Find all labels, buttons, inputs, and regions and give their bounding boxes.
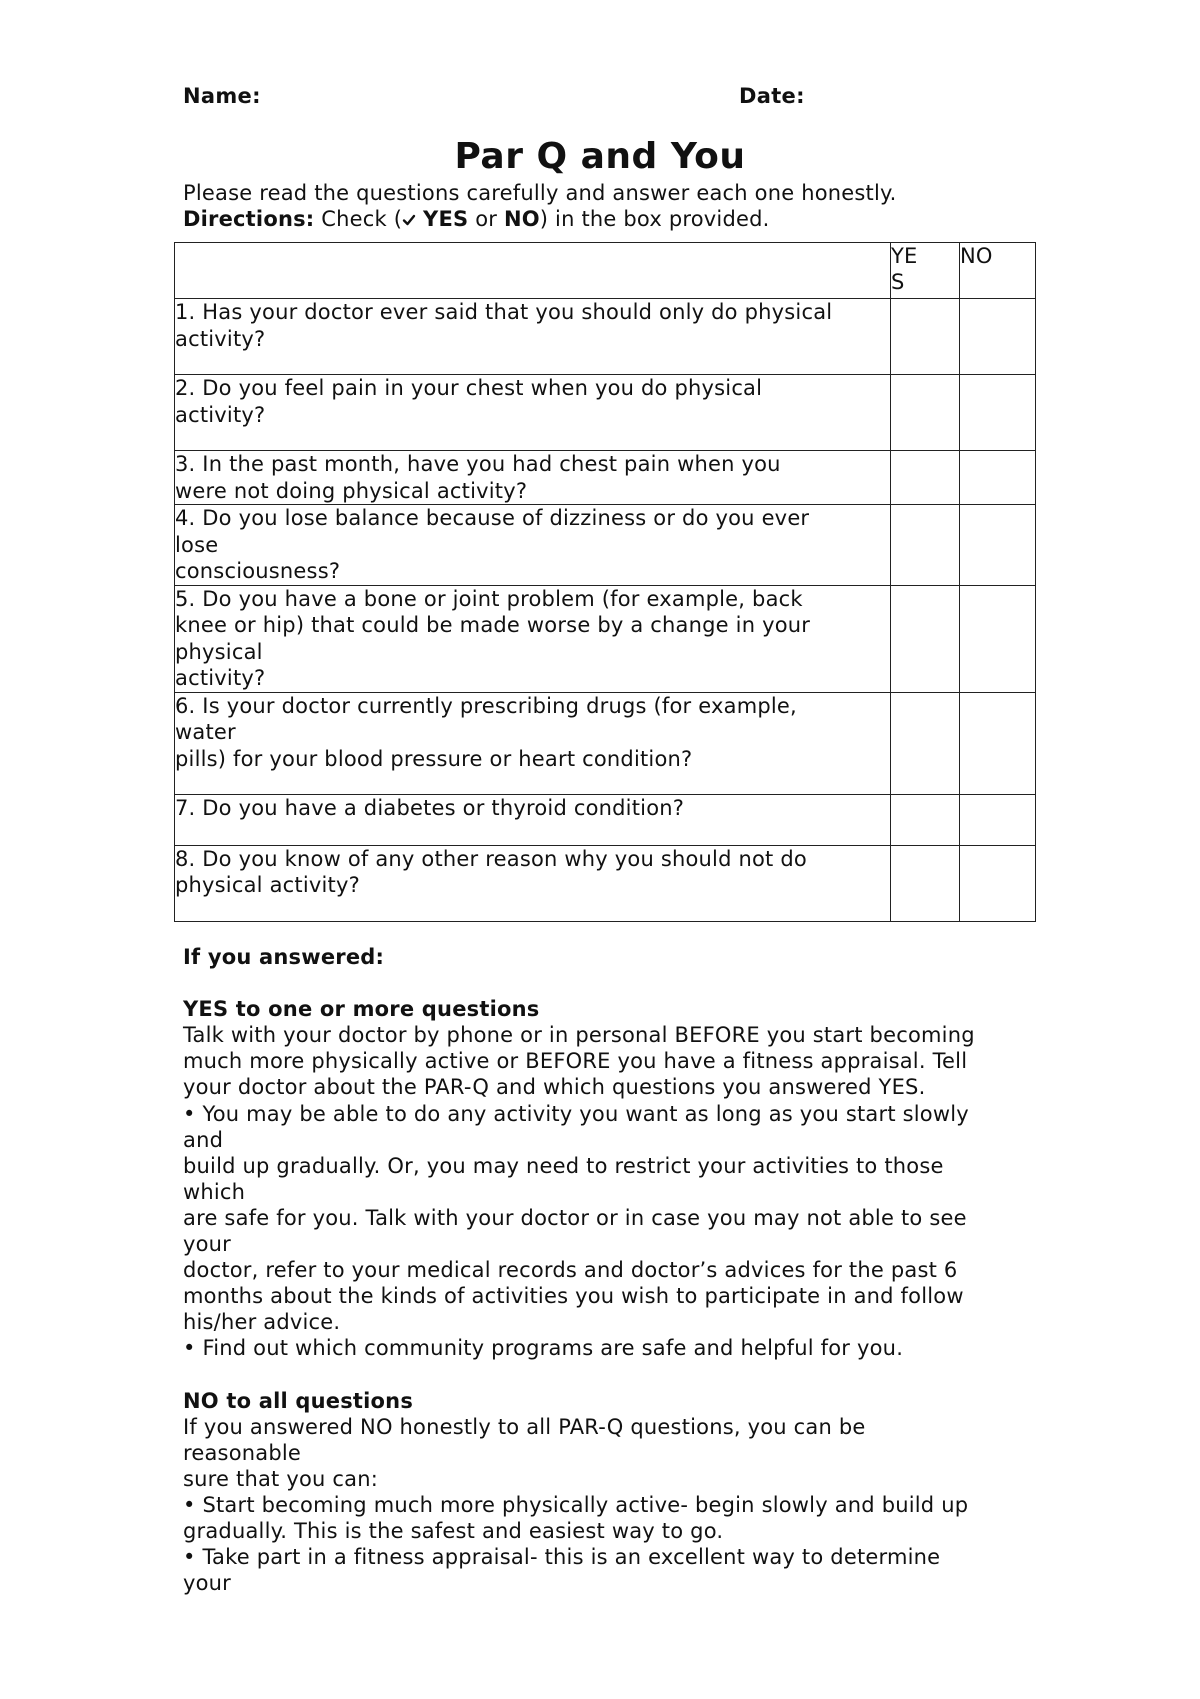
directions-pre: Check ( bbox=[314, 207, 403, 231]
yes-checkbox-cell[interactable] bbox=[891, 794, 960, 845]
question-line: physical bbox=[175, 639, 263, 664]
question-line: 4. Do you lose balance because of dizziness or do you ever bbox=[175, 506, 810, 530]
question-line: 3. In the past month, have you had chest pain when you bbox=[175, 452, 781, 476]
questionnaire-table bbox=[174, 242, 1036, 922]
question-text bbox=[175, 505, 891, 586]
table-row bbox=[175, 451, 1036, 505]
table-row bbox=[175, 794, 1036, 845]
directions-post: ) in the box provided. bbox=[539, 207, 770, 231]
question-line: lose bbox=[175, 532, 219, 557]
no-checkbox-cell[interactable] bbox=[960, 692, 1036, 794]
table-header-row bbox=[175, 243, 1036, 299]
question-text bbox=[175, 299, 891, 375]
yes-checkbox-cell[interactable] bbox=[891, 692, 960, 794]
guidance-line: • Find out which community programs are safe and helpful for you. bbox=[183, 1336, 904, 1361]
guidance-line: gradually. This is the safest and easiest way to go. bbox=[183, 1519, 724, 1544]
no-checkbox-cell[interactable] bbox=[960, 505, 1036, 586]
header-yes-line: YE bbox=[891, 244, 918, 268]
question-line: consciousness? bbox=[175, 559, 341, 583]
question-line: 1. Has your doctor ever said that you should only do physical bbox=[175, 300, 833, 324]
question-line: activity? bbox=[175, 402, 266, 427]
question-line: 6. Is your doctor currently prescribing drugs (for example, bbox=[175, 693, 797, 718]
directions-or: or bbox=[468, 207, 504, 231]
no-checkbox-cell[interactable] bbox=[960, 299, 1036, 375]
guidance-line: months about the kinds of activities you wish to participate in and follow bbox=[183, 1284, 964, 1309]
guidance-line: • Start becoming much more physically active- begin slowly and build up bbox=[183, 1492, 969, 1517]
question-line: 2. Do you feel pain in your chest when you do physical bbox=[175, 376, 763, 400]
header-question-cell bbox=[175, 243, 891, 299]
guidance-line: build up gradually. Or, you may need to restrict your activities to those bbox=[183, 1153, 944, 1178]
header-no: NO bbox=[960, 243, 1036, 299]
header-yes bbox=[891, 243, 960, 299]
table-row bbox=[175, 585, 1036, 692]
date-label: Date: bbox=[739, 84, 805, 108]
question-line: activity? bbox=[175, 666, 266, 690]
outcome-heading: If you answered: bbox=[183, 945, 385, 969]
guidance-line: • You may be able to do any activity you want as long as you start slowly bbox=[183, 1101, 969, 1126]
question-text bbox=[175, 692, 891, 794]
question-text bbox=[175, 794, 891, 845]
guidance-line: and bbox=[183, 1127, 224, 1152]
question-line: 5. Do you have a bone or joint problem (for example, back bbox=[175, 586, 803, 611]
guidance-line: your doctor about the PAR-Q and which questions you answered YES. bbox=[183, 1075, 926, 1100]
guidance-line: doctor, refer to your medical records and doctor’s advices for the past 6 bbox=[183, 1258, 958, 1283]
table-row bbox=[175, 505, 1036, 586]
directions-text bbox=[183, 206, 897, 232]
table-row bbox=[175, 845, 1036, 921]
question-line: water bbox=[175, 720, 236, 744]
name-label: Name: bbox=[183, 84, 261, 108]
header-yes-line: S bbox=[891, 270, 905, 294]
directions-no: NO bbox=[503, 207, 540, 231]
table-row bbox=[175, 375, 1036, 451]
question-line: activity? bbox=[175, 326, 266, 351]
outcome-section bbox=[183, 944, 1063, 1596]
no-checkbox-cell[interactable] bbox=[960, 375, 1036, 451]
question-line: pills) for your blood pressure or heart condition? bbox=[175, 746, 693, 771]
yes-checkbox-cell[interactable] bbox=[891, 451, 960, 505]
guidance-line: are safe for you. Talk with your doctor or in case you may not able to see bbox=[183, 1205, 967, 1230]
question-line: knee or hip) that could be made worse by a change in your bbox=[175, 613, 811, 637]
question-line: were not doing physical activity? bbox=[175, 478, 528, 503]
directions-yes: YES bbox=[423, 207, 469, 231]
question-text bbox=[175, 451, 891, 505]
yes-checkbox-cell[interactable] bbox=[891, 375, 960, 451]
no-guidance bbox=[183, 1414, 1063, 1597]
question-line: 8. Do you know of any other reason why you should not do bbox=[175, 846, 807, 871]
table-row bbox=[175, 299, 1036, 375]
table-row bbox=[175, 692, 1036, 794]
question-line: 7. Do you have a diabetes or thyroid condition? bbox=[175, 795, 685, 820]
no-checkbox-cell[interactable] bbox=[960, 451, 1036, 505]
checkmark-icon bbox=[402, 213, 416, 227]
question-line: physical activity? bbox=[175, 873, 360, 897]
instruction-text: Please read the questions carefully and answer each one honestly. bbox=[183, 181, 897, 205]
guidance-line: sure that you can: bbox=[183, 1466, 378, 1491]
guidance-line: reasonable bbox=[183, 1440, 302, 1465]
no-checkbox-cell[interactable] bbox=[960, 794, 1036, 845]
question-text bbox=[175, 585, 891, 692]
guidance-line: which bbox=[183, 1179, 246, 1204]
yes-heading: YES to one or more questions bbox=[183, 997, 540, 1022]
no-checkbox-cell[interactable] bbox=[960, 845, 1036, 921]
yes-guidance bbox=[183, 1022, 1063, 1361]
directions-label: Directions: bbox=[183, 207, 315, 231]
yes-checkbox-cell[interactable] bbox=[891, 585, 960, 692]
no-checkbox-cell[interactable] bbox=[960, 585, 1036, 692]
guidance-line: your bbox=[183, 1571, 232, 1596]
guidance-line: If you answered NO honestly to all PAR-Q questions, you can be bbox=[183, 1414, 866, 1439]
guidance-line: his/her advice. bbox=[183, 1310, 341, 1335]
intro bbox=[183, 180, 897, 232]
guidance-line: • Take part in a fitness appraisal- this is an excellent way to determine bbox=[183, 1545, 941, 1570]
page-title: Par Q and You bbox=[454, 136, 746, 177]
guidance-line: much more physically active or BEFORE you have a fitness appraisal. Tell bbox=[183, 1049, 968, 1074]
yes-checkbox-cell[interactable] bbox=[891, 505, 960, 586]
question-text bbox=[175, 375, 891, 451]
question-text bbox=[175, 845, 891, 921]
no-heading: NO to all questions bbox=[183, 1388, 414, 1413]
yes-checkbox-cell[interactable] bbox=[891, 299, 960, 375]
guidance-line: your bbox=[183, 1232, 232, 1257]
yes-checkbox-cell[interactable] bbox=[891, 845, 960, 921]
guidance-line: Talk with your doctor by phone or in personal BEFORE you start becoming bbox=[183, 1023, 975, 1048]
